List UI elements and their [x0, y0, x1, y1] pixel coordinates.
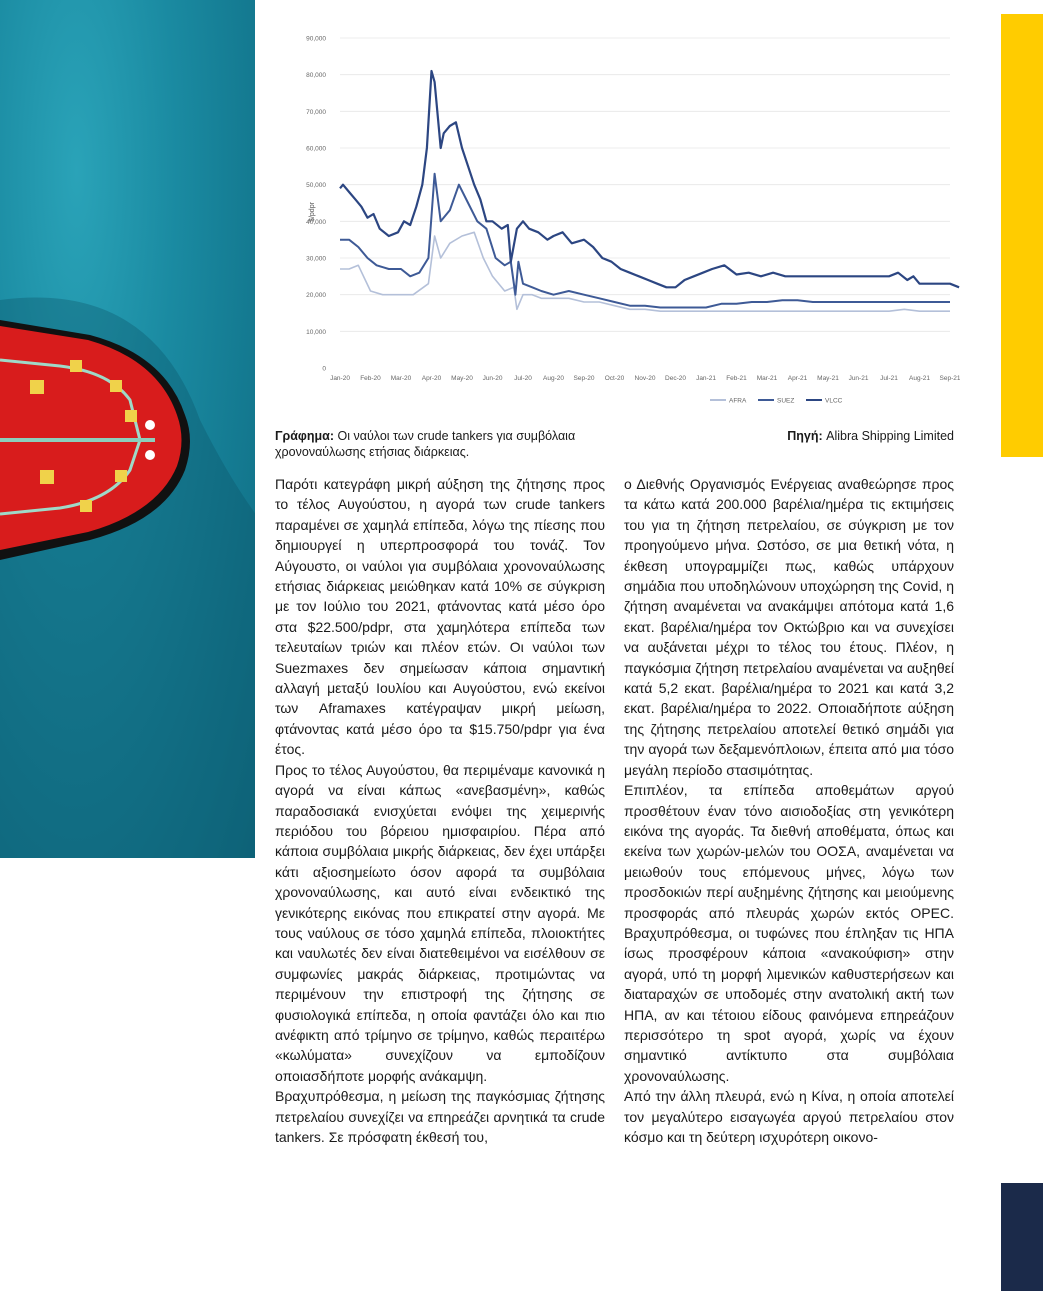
source-text: Alibra Shipping Limited: [826, 429, 954, 443]
chart-x-axis: [330, 375, 960, 382]
chart-y-tick-label: 20,000: [306, 292, 326, 300]
caption-label: Γράφημα:: [275, 429, 335, 443]
source-label: Πηγή:: [787, 429, 823, 443]
legend-label-afra: AFRA: [729, 397, 747, 405]
chart-y-tick-label: 80,000: [306, 72, 326, 80]
chart-series-suez: [340, 174, 950, 308]
chart-y-tick-label: 90,000: [306, 35, 326, 43]
chart-x-tick-label: Apr-20: [421, 375, 442, 382]
chart-x-tick-label: Aug-21: [909, 375, 930, 382]
article-paragraph: Παρότι κατεγράφη μικρή αύξηση της ζήτησης προς το τέλος Αυγούστου, η αγορά των crude tankers παραμένει σε χαμηλά επίπεδα, λόγω της πίεσης που δημιουργεί η υπερπροσφορά του τονάζ. Τον Αύγουστο, οι ναύλοι για συμβόλαια χρονοναύλωσης ετήσιας διάρκειας μειώθηκαν κατά 10% σε σύγκριση με τον Ιούλιο του 2021, φτάνοντας κατά μέσο όρο στα $22.500/pdpr, στα χαμηλότερα επίπεδα των τελευταίων τριών και πλέον ετών. Οι ναύλοι των Suezmaxes δεν σημείωσαν κάποια σημαντική αλλαγή μεταξύ Ιουλίου και Αυγούστου, ενώ εκείνοι των Aframaxes κατέγραψαν μικρή μείωση, φτάνοντας κατά μέσο όρο τα $15.750/pdpr για ένα έτος.: [275, 476, 605, 758]
chart-y-axis-label: $/pdpr: [309, 202, 316, 222]
tanker-illustration: [0, 0, 255, 858]
yellow-edge-tab: [1001, 14, 1043, 457]
chart-x-tick-label: Mar-21: [756, 375, 778, 382]
freight-rates-chart: [300, 22, 960, 412]
chart-x-tick-label: May-21: [817, 375, 839, 382]
chart-x-tick-label: Sep-20: [573, 375, 595, 382]
article-column-right: [624, 474, 954, 1147]
chart-x-tick-label: Dec-20: [665, 375, 686, 382]
chart-y-tick-label: 40,000: [306, 218, 326, 226]
chart-y-tick-label: 10,000: [306, 328, 326, 336]
chart-x-tick-label: Jul-21: [880, 375, 898, 382]
chart-series-lines: [340, 71, 959, 311]
article-paragraph: Επιπλέον, τα επίπεδα αποθεμάτων αργού προσθέτουν έναν τόνο αισιοδοξίας στη γενικότερη εικόνα της αγοράς. Τα διεθνή αποθέματα, όπως και εκείνα των χωρών-μελών του ΟΟΣΑ, αναμένεται να μειωθούν τους επόμενους μήνες, λόγω των προσδοκιών περί αυξημένης ζήτησης και μειούμενης προσφοράς από πλευράς χωρών εκτός OPEC. Βραχυπρόθεσμα, οι τυφώνες που έπληξαν τις ΗΠΑ ίσως προσφέρουν κάποια «ανακούφιση» στην αγορά, υπό τη μορφή λιμενικών καθυστερήσεων και διαταραχών σε υποδομές στην ανατολική ακτή των ΗΠΑ, αν και τέτοιου είδους φαινόμενα επηρεάζουν περισσότερο τη spot αγορά, χωρίς να έχουν σημαντικό αντίκτυπο στα συμβόλαια χρονοναύλωσης.: [624, 782, 954, 1084]
chart-x-tick-label: Mar-20: [390, 375, 412, 382]
article-paragraph: Από την άλλη πλευρά, ενώ η Κίνα, η οποία αποτελεί τον μεγαλύτερο εισαγωγέα αργού πετρελαίου στον κόσμο και τη δεύτερη ισχυρότερη οικονο-: [624, 1088, 954, 1145]
chart-series-afra: [340, 232, 950, 311]
figure-source: [700, 428, 954, 444]
chart-y-tick-label: 70,000: [306, 108, 326, 116]
caption-text: Οι ναύλοι των crude tankers για συμβόλαια χρονοναύλωσης ετήσιας διάρκειας.: [275, 429, 576, 459]
chart-y-tick-label: 30,000: [306, 255, 326, 263]
chart-x-tick-label: May-20: [451, 375, 473, 382]
chart-x-tick-label: Apr-21: [787, 375, 808, 382]
legend-label-vlcc: VLCC: [825, 397, 843, 405]
chart-x-tick-label: Jul-20: [514, 375, 532, 382]
legend-label-suez: SUEZ: [777, 397, 795, 405]
chart-x-tick-label: Feb-21: [726, 375, 747, 382]
chart-x-tick-label: Nov-20: [634, 375, 656, 382]
chart-x-tick-label: Aug-20: [543, 375, 564, 382]
chart-x-tick-label: Jun-20: [482, 375, 503, 382]
chart-x-tick-label: Sep-21: [939, 375, 960, 382]
navy-edge-tab: [1001, 1183, 1043, 1291]
ship-aerial-photo: [0, 0, 255, 858]
article-paragraph: ο Διεθνής Οργανισμός Ενέργειας αναθεώρησε προς τα κάτω κατά 200.000 βαρέλια/ημέρα τις εκτιμήσεις του για τη ζήτηση πετρελαίου, σε σύγκριση με τον προηγούμενο μήνα. Ωστόσο, σε μια θετική νότα, η έκθεση υπογραμμίζει πως, καθώς υπάρχουν σημάδια που υποδηλώνουν υποχώρηση της Covid, η ζήτηση αναμένεται να ανακάμψει απότομα κατά 1,6 εκατ. βαρέλια/ημέρα τον Οκτώβριο και να συνεχίσει να αυξάνεται μέχρι το τέλος του έτους. Πλέον, η παγκόσμια ζήτηση πετρελαίου αναμένεται να αυξηθεί κατά 5,2 εκατ. βαρέλια/ημέρα το 2021 και κατά 3,2 εκατ. βαρέλια/ημέρα το 2022. Οποιαδήποτε αύξηση της ζήτησης πετρελαίου αποτελεί θετικό σημάδι για την αγορά των δεξαμενόπλοιων, έπειτα από μια τόσο μεγάλη περίοδο στασιμότητας.: [624, 476, 954, 778]
article-column-left: [275, 474, 605, 1147]
article-paragraph: Βραχυπρόθεσμα, η μείωση της παγκόσμιας ζήτησης πετρελαίου συνεχίζει να επηρεάζει αρνητικά τα crude tankers. Σε πρόσφατη έκθεσή του,: [275, 1088, 605, 1145]
chart-y-tick-label: 60,000: [306, 145, 326, 153]
chart-y-tick-label: 50,000: [306, 182, 326, 190]
chart-x-tick-label: Jun-21: [848, 375, 869, 382]
chart-x-tick-label: Jan-20: [330, 375, 350, 382]
chart-x-tick-label: Feb-20: [360, 375, 381, 382]
chart-y-tick-label: 0: [322, 365, 326, 373]
chart-x-tick-label: Jan-21: [696, 375, 716, 382]
chart-x-tick-label: Oct-20: [604, 375, 625, 382]
figure-caption: [275, 428, 615, 460]
article-paragraph: Προς το τέλος Αυγούστου, θα περιμέναμε κανονικά η αγορά να είναι κάπως «ανεβασμένη», καθώς παραδοσιακά ενισχύεται ενόψει της χειμερινής περιόδου του βόρειου ημισφαιρίου. Πέρα από κάποια συμβόλαια μικρής διάρκειας, δεν έχει υπάρξει κάτι αξιοσημείωτο όσον αφορά τα συμβόλαια χρονοναύλωσης, και αυτό είναι ενδεικτικό της γενικότερης εικόνας που επικρατεί στην αγορά. Με τους ναύλους σε τόσο χαμηλά επίπεδα, πλοιοκτήτες και ναυλωτές δεν είναι διατεθειμένοι να εισέλθουν σε συμφωνίες μακράς διάρκειας, προτιμώντας να περιμένουν την επιστροφή της ζήτησης σε φυσιολογικά επίπεδα, η οποία φαντάζει όλο και πιο ανέφικτη από τρίμηνο σε τρίμηνο, καθώς περαιτέρω «κωλύματα» συνεχίζουν να εμποδίζουν οποιασδήποτε μορφής ανάκαμψη.: [275, 761, 605, 1084]
chart-legend: [710, 398, 843, 405]
